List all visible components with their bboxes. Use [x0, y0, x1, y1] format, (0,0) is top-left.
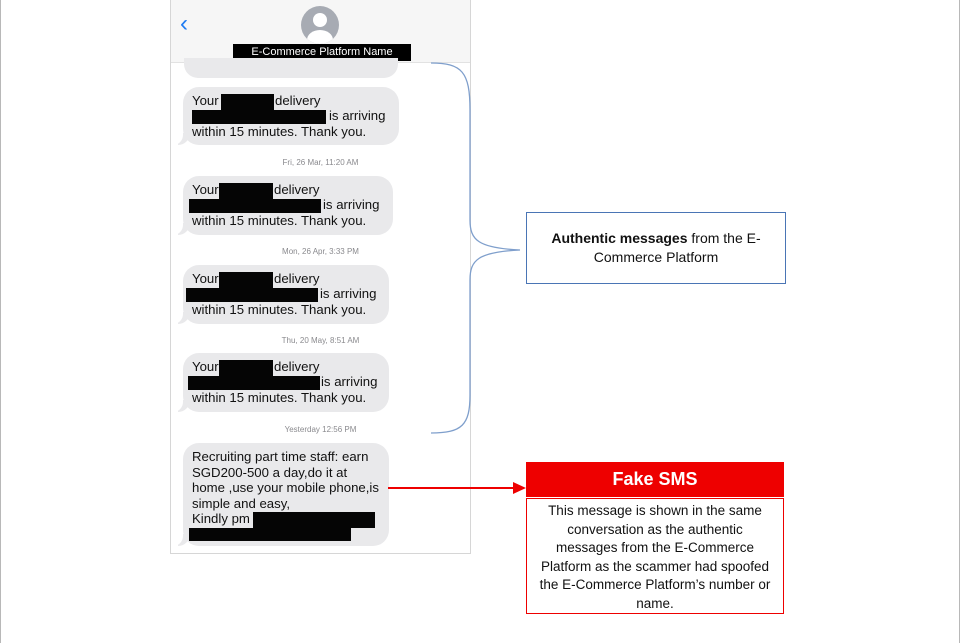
authentic-messages-label — [526, 212, 786, 284]
message-text: Kindly pm — [192, 511, 250, 526]
message-text: Your — [192, 359, 219, 374]
message-text: delivery — [275, 93, 321, 108]
contact-name-redacted[interactable]: E-Commerce Platform Name — [233, 44, 411, 61]
message-text: SGD200-500 a day,do it at — [192, 465, 348, 480]
message-text: delivery — [274, 182, 320, 197]
message-text: within 15 minutes. Thank you. — [192, 213, 367, 228]
message-text: Your — [192, 182, 219, 197]
message-timestamp: Fri, 26 Mar, 11:20 AM — [282, 158, 359, 167]
authentic-messages-bracket — [431, 63, 520, 433]
message-text: is arriving — [329, 108, 386, 123]
message-text: within 15 minutes. Thank you. — [192, 124, 367, 139]
message-text: simple and easy, — [192, 496, 290, 511]
message-timestamp: Thu, 20 May, 8:51 AM — [281, 336, 360, 345]
authentic-messages-label-text — [546, 229, 766, 267]
fake-sms-title: Fake SMS — [526, 462, 784, 497]
message-text: delivery — [274, 359, 320, 374]
authentic-messages-rest: from the E-Commerce Platform — [593, 230, 761, 265]
message-text: Recruiting part time staff: earn — [192, 449, 369, 464]
message-text: Your — [192, 271, 219, 286]
message-text: within 15 minutes. Thank you. — [192, 390, 367, 405]
message-text: Your — [192, 93, 219, 108]
message-text: is arriving — [321, 374, 378, 389]
authentic-messages-bold: Authentic messages — [551, 230, 688, 246]
message-timestamp: Mon, 26 Apr, 3:33 PM — [282, 247, 359, 256]
message-text: delivery — [274, 271, 320, 286]
fake-sms-description — [526, 498, 784, 614]
message-text: home ,use your mobile phone,is — [192, 480, 379, 495]
message-timestamp: Yesterday 12:56 PM — [284, 425, 357, 434]
fake-sms-description-text: This message is shown in the same conversation as the authentic messages from the E-Commerce Platform as the scammer had spoofed the E-Commerce Platform’s number or name. — [539, 503, 771, 611]
message-text: within 15 minutes. Thank you. — [192, 302, 367, 317]
fake-sms-arrow-head — [513, 482, 526, 494]
chevron-left-icon[interactable]: ‹ — [180, 10, 188, 37]
message-text: is arriving — [320, 286, 377, 301]
message-text: is arriving — [323, 197, 380, 212]
